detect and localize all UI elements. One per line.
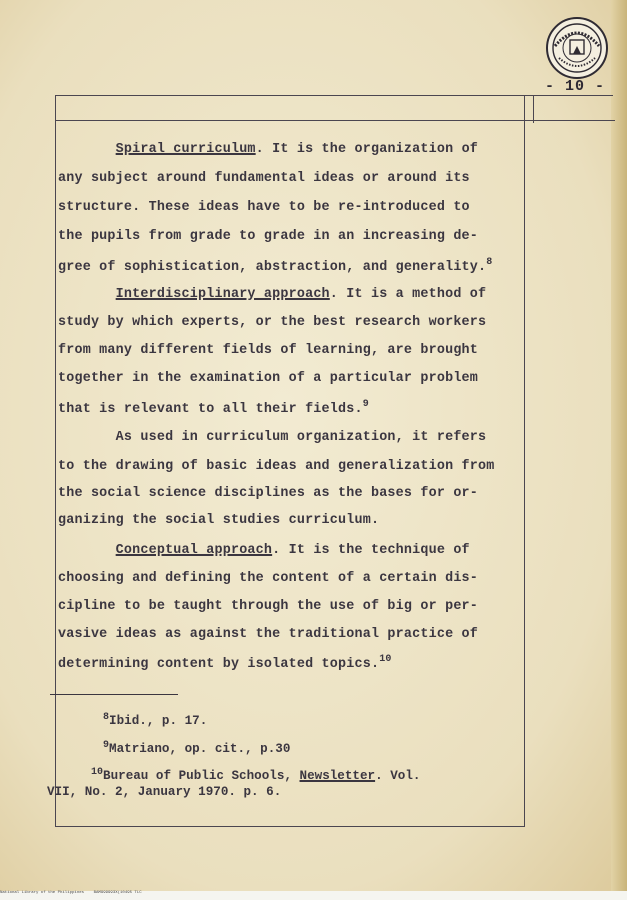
paragraph-line: Conceptual approach. It is the technique of bbox=[115, 543, 470, 558]
paragraph-line: ganizing the social studies curriculum. bbox=[58, 513, 380, 528]
paragraph-line: the pupils from grade to grade in an increasing de- bbox=[58, 229, 479, 244]
paragraph-line: any subject around fundamental ideas or around its bbox=[58, 171, 470, 186]
term-spiral-curriculum: Spiral curriculum bbox=[115, 142, 256, 157]
college-seal-icon bbox=[545, 16, 609, 80]
footnote-10-continued: VII, No. 2, January 1970. p. 6. bbox=[47, 785, 282, 799]
paragraph-line: from many different fields of learning, are brought bbox=[58, 343, 479, 358]
page-number: - 10 - bbox=[545, 78, 606, 95]
paragraph-line: Interdisciplinary approach. It is a method of bbox=[115, 287, 487, 302]
term-interdisciplinary-approach: Interdisciplinary approach bbox=[115, 287, 330, 302]
paragraph-line: vasive ideas as against the traditional practice of bbox=[58, 627, 479, 642]
frame-header-rule bbox=[55, 120, 615, 121]
paragraph-line: As used in curriculum organization, it refers bbox=[115, 430, 487, 445]
footnote-ref: 8 bbox=[486, 257, 493, 268]
frame-top-extension bbox=[523, 95, 613, 96]
footnote-10: $^{10}$Bureau of Public Schools, Newsletter. Vol. bbox=[91, 767, 421, 783]
footnote-9: $^9$Matriano, op. cit., p.30 bbox=[103, 740, 291, 756]
footnote-ref: 9 bbox=[362, 399, 369, 410]
paper-edge bbox=[611, 0, 627, 900]
paragraph-line: together in the examination of a particular problem bbox=[58, 371, 479, 386]
paragraph-line: gree of sophistication, abstraction, and generality.$^8$ bbox=[58, 257, 493, 275]
footnote-ref: 10 bbox=[379, 654, 392, 665]
paragraph-line: study by which experts, or the best research workers bbox=[58, 315, 487, 330]
paragraph-line: that is relevant to all their fields.$^9$ bbox=[58, 399, 369, 417]
paragraph-line: to the drawing of basic ideas and generalization from bbox=[58, 459, 495, 474]
footnote-rule bbox=[50, 694, 178, 695]
paragraph-line: cipline to be taught through the use of big or per- bbox=[58, 599, 479, 614]
term-conceptual-approach: Conceptual approach bbox=[115, 543, 273, 558]
paragraph-line: Spiral curriculum. It is the organization of bbox=[115, 142, 479, 157]
paragraph-line: structure. These ideas have to be re-introduced to bbox=[58, 200, 470, 215]
paragraph-line: the social science disciplines as the bases for or- bbox=[58, 486, 479, 501]
paragraph-line: determining content by isolated topics.$^{10}$ bbox=[58, 654, 392, 672]
library-caption: National Library of the Philippines BAM999993X(10495 TLC bbox=[0, 891, 627, 900]
footnote-8: $^8$Ibid., p. 17. bbox=[103, 712, 208, 728]
frame-corner-rule bbox=[533, 95, 534, 123]
newsletter-title: Newsletter bbox=[299, 769, 376, 783]
paragraph-line: choosing and defining the content of a certain dis- bbox=[58, 571, 479, 586]
